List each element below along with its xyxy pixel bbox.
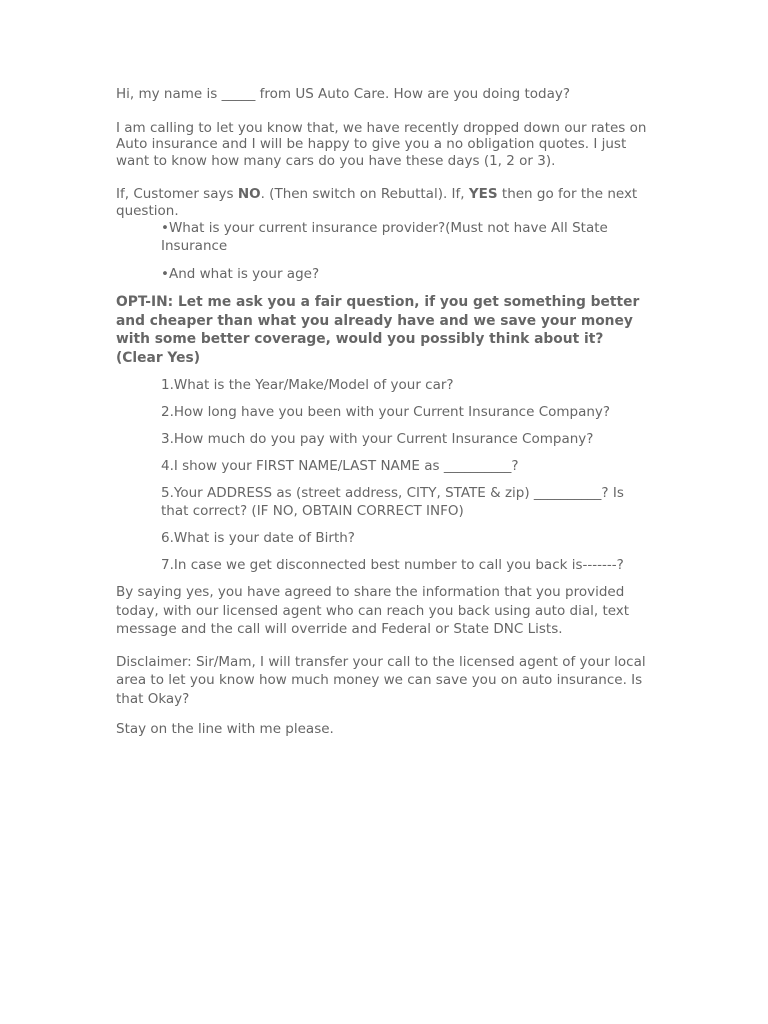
if-customer-text-1: If, Customer says [116, 186, 238, 202]
list-item: 2.How long have you been with your Current Insurance Company? [161, 404, 611, 420]
intro-paragraph: I am calling to let you know that, we have recently dropped down our rates on Auto insurance and I will be happy to give you a no obligation quotes. I just want to know how many cars do you have these days (1, 2 or 3). [116, 119, 647, 169]
yes-keyword: YES [468, 186, 498, 202]
list-item: •What is your current insurance provider?(Must not have All State Insurance [161, 220, 608, 254]
list-item: 5.Your ADDRESS as (street address, CITY, STATE & zip) __________? Is that correct? (IF NO, OBTAIN CORRECT INFO) [161, 485, 624, 519]
if-customer-text-3: then go for the next question. [116, 186, 638, 219]
question-list [116, 376, 650, 574]
list-item: •And what is your age? [161, 266, 320, 282]
list-item: 6.What is your date of Birth? [161, 530, 355, 546]
if-customer-paragraph [116, 186, 650, 219]
list-item: 7.In case we get disconnected best number to call you back is-------? [161, 557, 624, 573]
consent-paragraph: By saying yes, you have agreed to share the information that you provided today, with our licensed agent who can reach you back using auto dial, text message and the call will override and Federal or State DNC Lists. [116, 584, 630, 637]
greeting-paragraph: Hi, my name is _____ from US Auto Care. How are you doing today? [116, 86, 571, 102]
bullet-list [116, 219, 650, 283]
list-item: 4.I show your FIRST NAME/LAST NAME as __________? [161, 458, 519, 474]
opt-in-paragraph: OPT-IN: Let me ask you a fair question, if you get something better and cheaper than what you already have and we save your money with some better coverage, would you possibly think about it? (Clear Yes) [116, 294, 640, 366]
list-item: 3.How much do you pay with your Current Insurance Company? [161, 431, 594, 447]
no-keyword: NO [237, 186, 261, 202]
closing-paragraph: Stay on the line with me please. [116, 721, 334, 737]
list-item: 1.What is the Year/Make/Model of your car? [161, 377, 454, 393]
if-customer-text-2: . (Then switch on Rebuttal). If, [260, 186, 469, 202]
disclaimer-paragraph: Disclaimer: Sir/Mam, I will transfer your call to the licensed agent of your local area to let you know how much money we can save you on auto insurance. Is that Okay? [116, 653, 646, 707]
